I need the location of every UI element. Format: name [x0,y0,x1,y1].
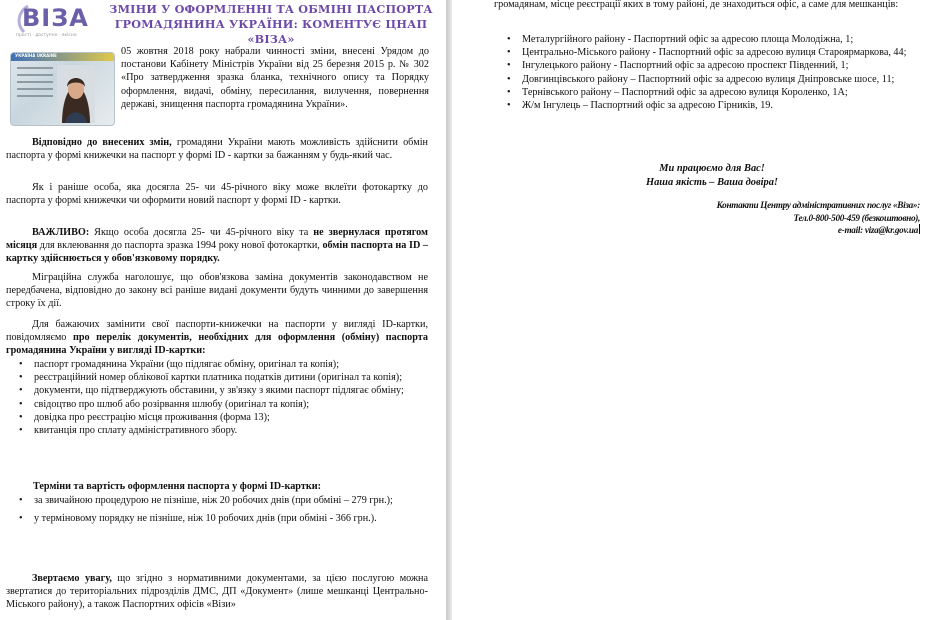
title-line-1: ЗМІНИ У ОФОРМЛЕННІ ТА ОБМІНІ ПАСПОРТА [109,2,433,16]
title-line-2: ГРОМАДЯНИНА УКРАЇНИ: КОМЕНТУЄ ЦНАП «ВІЗА» [114,17,428,46]
intro-paragraph: 05 жовтня 2018 року набрали чинності зміни, внесені Урядом до постанови Кабінету Міністрів України від 25 березня 2015 р. № 302 «Про затвердження зразка бланка, технічного опису та Порядку оформлення, видачі, обміну, пересилання, вилучення, повернення державі, знищення паспорта громадянина України». [121,46,429,110]
list-item: • Центрально-Міського району - Паспортний офіс за адресою вулиця Староярмаркова, 44; [500,46,918,59]
paragraph-migration-service: Міграційна служба наголошує, що обов'язкова заміна документів законодавством не передбачена, відповідно до закону всі раніше видані документи будуть чинними до завершення строку їх дії. [6,272,428,310]
paragraph-attention: Звертаємо увагу, що згідно з нормативними документами, за цією послугою можна звертатися до територіальних підрозділів ДМС, ДП «Документ» (лише мешканці Центрально-Міського району), а також Паспортних офісів «Візи» [6,573,428,611]
list-item: • свідоцтво про шлюб або розірвання шлюбу (оригінал та копія); [12,398,428,411]
contacts-phone: Тел.0-800-500-459 (безкоштовно), [793,212,920,223]
document-title [98,2,444,47]
viza-logo [14,2,106,44]
paragraph-important: ВАЖЛИВО: Якщо особа досягла 25- чи 45-річного віку та не звернулася протягом місяця для вклеювання до паспорта зразка 1994 року нової фотокартки, обмін паспорта на ID – картку здійснюється у обов'язковому порядку. [6,227,428,265]
contacts-email-row [640,224,920,237]
list-item: • документи, що підтверджують обставини, у зв'язку з якими паспорт підлягає обміну; [12,384,428,397]
list-item: • за звичайною процедурою не пізніше, ніж 20 робочих днів (при обміні – 279 грн.); [12,494,428,507]
contacts-heading: Контакти Центру адміністративних послуг «Віза»: [716,200,920,210]
slogan-line-1: Ми працюємо для Вас! [659,163,765,174]
list-item: • у терміновому порядку не пізніше, ніж 10 робочих днів (при обміні - 366 грн.). [12,512,428,525]
list-item: • Тернівського району – Паспортний офіс за адресою вулиця Короленко, 1А; [500,86,918,99]
list-item: • реєстраційний номер облікової картки платника податків дитини (оригінал та копія); [12,371,428,384]
list-item: • Ж/м Інгулець – Паспортний офіс за адресою Гірників, 19. [500,99,918,112]
passport-offices-list [500,33,918,112]
required-documents-list [12,358,428,437]
document-page-left [0,0,446,620]
portrait-photo-icon [57,65,95,123]
document-page-right [452,0,928,620]
logo-text: ВІЗА [22,4,89,32]
terms-list [12,494,428,525]
paragraph-documents-intro: Для бажаючих замінити свої паспорти-книжечки на паспорти у вигляді ID-картки, повідомляємо про перелік документів, необхідних для оформлення (обміну) паспорта громадянина України у вигляді ID-картки: [6,319,428,357]
list-item: • Довгинцівського району – Паспортний офіс за адресою вулиця Дніпровське шосе, 11; [500,73,918,86]
list-item: • довідка про реєстрацію місця проживання (форма 13); [12,411,428,424]
list-item: • Інгулецького району - Паспортний офіс за адресою проспект Південний, 1; [500,59,918,72]
paragraph-continued: громадянам, місце реєстрації яких в тому районі, де знаходиться офіс, а саме для мешканців: [494,0,899,10]
terms-heading: Терміни та вартість оформлення паспорта у формі ID-картки: [33,481,321,492]
logo-tagline: прості · доступно · якісно [16,33,77,38]
paragraph-changes: Відповідно до внесених змін, громадяни України мають можливість здійснити обмін паспорта у формі книжечки на паспорт у формі ID - картки за бажанням у будь-який час. [6,137,428,162]
id-card-label: УКРАЇНА UKRAINE [15,53,57,58]
list-item: • Металургійного району - Паспортний офіс за адресою площа Молодіжна, 1; [500,33,918,46]
text-cursor [919,224,920,234]
list-item: • квитанція про сплату адміністративного збору. [12,424,428,437]
contacts-email[interactable]: e-mail: viza@kr.gov.ua [837,225,918,236]
paragraph-age-photo: Як і раніше особа, яка досягла 25- чи 45-річного віку може вклеїти фотокартку до паспорта у формі книжечки чи оформити новий паспорт у формі ID - картки. [6,182,428,207]
slogan-line-2: Наша якість – Ваша довіра! [646,177,778,188]
contacts-block [640,199,920,237]
id-card-image [10,52,115,126]
list-item: • паспорт громадянина України (що підлягає обміну, оригінал та копія); [12,358,428,371]
